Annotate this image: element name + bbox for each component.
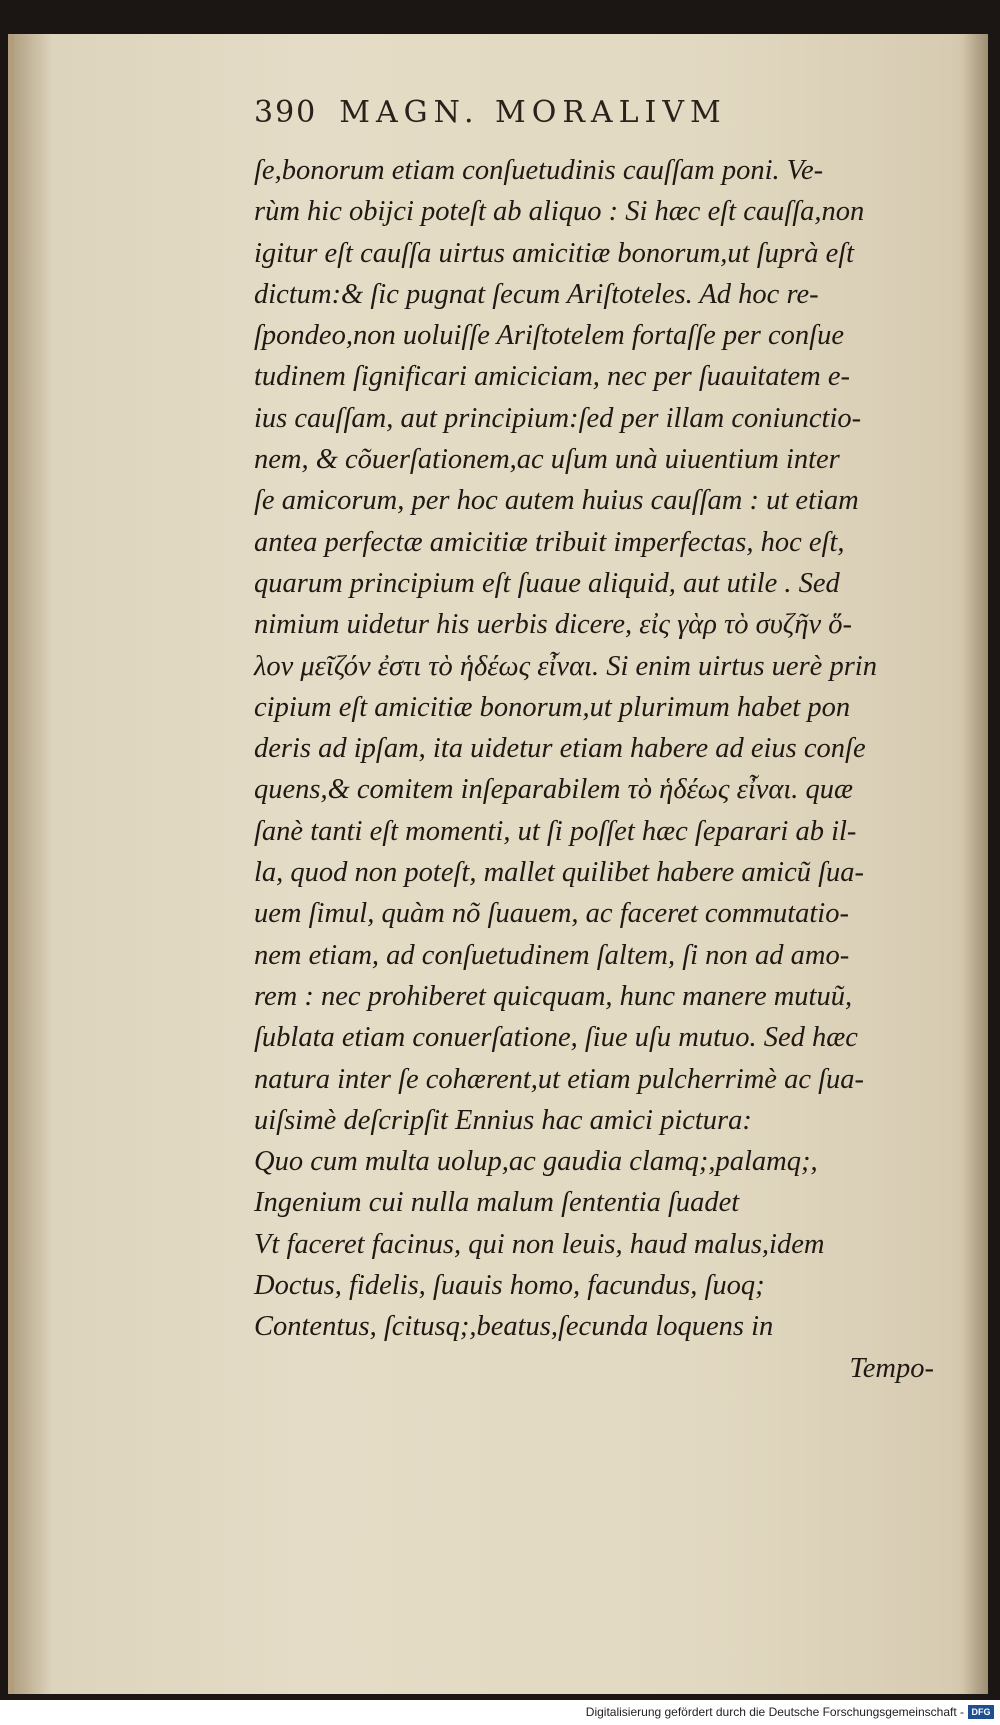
text-line: natura inter ſe cohærent,ut etiam pulcherrimè ac ſua- xyxy=(254,1063,865,1095)
text-line: λον μεῖζόν ἐστι τὸ ἡδέως εἶναι. Si enim uirtus uerè prin xyxy=(254,650,877,682)
catchword: Tempo- xyxy=(849,1352,934,1384)
page-number: 390 xyxy=(254,95,318,130)
text-line: cipium eſt amicitiæ bonorum,ut plurimum habet pon xyxy=(254,691,851,723)
text-line: nem, & cõuerſationem,ac uſum unà uiuentium inter xyxy=(254,444,840,476)
text-line: dictum:& ſic pugnat ſecum Ariſtoteles. Ad hoc re- xyxy=(254,278,819,310)
text-line: nimium uidetur his uerbis dicere, εἰς γὰρ τὸ συζῆν ὅ- xyxy=(254,609,852,641)
footer-bar xyxy=(0,1700,1000,1725)
text-line: ſpondeo,non uoluiſſe Ariſtotelem fortaſſe per conſue xyxy=(254,320,844,352)
body-text xyxy=(254,150,944,1389)
running-title: MAGN. MORALIVM xyxy=(339,95,727,130)
text-line: la, quod non poteſt, mallet quilibet habere amicũ ſua- xyxy=(254,857,865,889)
text-line: tudinem ſignificari amiciciam, nec per ſuauitatem e- xyxy=(254,361,850,393)
text-line: antea perfectæ amicitiæ tribuit imperfectas, hoc eſt, xyxy=(254,526,845,558)
text-line: ſe amicorum, per hoc autem huius cauſſam : ut etiam xyxy=(254,485,859,517)
digitization-credit: Digitalisierung gefördert durch die Deutsche Forschungsgemeinschaft - xyxy=(585,1705,964,1719)
text-line: rem : nec prohiberet quicquam, hunc manere mutuũ, xyxy=(254,980,853,1012)
verse-line: Ingenium cui nulla malum ſententia ſuadet xyxy=(254,1187,740,1219)
verse-line: Quo cum multa uolup,ac gaudia clamq;,palamq;, xyxy=(254,1146,818,1178)
text-line: quens,& comitem inſeparabilem τὸ ἡδέως εἶναι. quæ xyxy=(254,774,854,806)
text-line: ſanè tanti eſt momenti, ut ſi poſſet hæc ſeparari ab il- xyxy=(254,815,857,847)
verse-line: Vt faceret facinus, qui non leuis, haud malus,idem xyxy=(254,1228,825,1260)
verse-line: Contentus, ſcitusq;,beatus,ſecunda loquens in xyxy=(254,1311,774,1343)
text-line: igitur eſt cauſſa uirtus amicitiæ bonorum,ut ſuprà eſt xyxy=(254,237,855,269)
verse-line: Doctus, fidelis, ſuauis homo, facundus, ſuoq; xyxy=(254,1270,765,1302)
dfg-logo-icon: DFG xyxy=(968,1705,994,1719)
text-line: rùm hic obijci poteſt ab aliquo : Si hæc eſt cauſſa,non xyxy=(254,196,865,228)
running-head xyxy=(254,95,854,130)
text-line: uiſsimè deſcripſit Ennius hac amici pictura: xyxy=(254,1104,752,1136)
text-line: deris ad ipſam, ita uidetur etiam habere ad eius conſe xyxy=(254,733,866,765)
text-line: uem ſimul, quàm nõ ſuauem, ac faceret commutatio- xyxy=(254,898,849,930)
text-line: ius cauſſam, aut principium:ſed per illam coniunctio- xyxy=(254,402,862,434)
text-line: nem etiam, ad conſuetudinem ſaltem, ſi non ad amo- xyxy=(254,939,850,971)
text-line: quarum principium eſt ſuaue aliquid, aut utile . Sed xyxy=(254,567,840,599)
text-line: ſublata etiam conuerſatione, ſiue uſu mutuo. Sed hæc xyxy=(254,1022,858,1054)
text-line: ſe,bonorum etiam conſuetudinis cauſſam poni. Ve- xyxy=(254,155,824,186)
